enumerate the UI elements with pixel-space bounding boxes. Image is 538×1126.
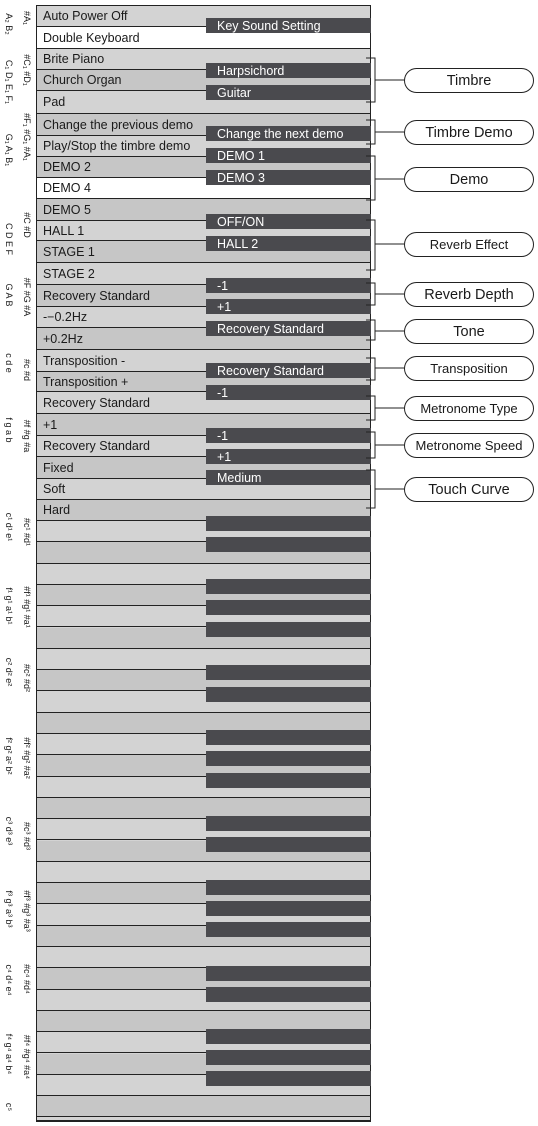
note-label-text: #c⁴ #d⁴ (21, 964, 32, 994)
white-key-label: DEMO 5 (43, 202, 91, 217)
note-label-text: c d e (3, 353, 14, 373)
black-key-label: Medium (217, 470, 262, 485)
white-key-label: Recovery Standard (43, 288, 151, 303)
white-key-label: Recovery Standard (43, 439, 151, 453)
black-key-label: -1 (217, 278, 229, 293)
note-label-text: #c #d (21, 358, 32, 382)
note-label-text: c³ d³ e³ (3, 816, 14, 846)
note-label-text: #c¹ #d¹ (21, 517, 32, 547)
note-label-text: f² g² a² b² (3, 737, 14, 775)
note-label-text: G A B (3, 283, 14, 307)
white-key-label: DEMO 2 (43, 160, 91, 174)
note-label-text: C₁ D₁ E₁ F₁ (3, 59, 14, 105)
bracket-line (366, 358, 404, 380)
bracket-line (366, 58, 404, 102)
note-label-text: #f² #g² #a² (21, 737, 32, 779)
note-label-text: c² d² e² (3, 657, 14, 687)
function-label-reverb-depth: Reverb Depth (404, 282, 534, 307)
black-key-label: Recovery Standard (217, 363, 325, 378)
note-label-text: C D E F (3, 222, 14, 256)
function-label-reverb-effect: Reverb Effect (404, 232, 534, 257)
note-label-text: f⁴ g⁴ a⁴ b⁴ (3, 1033, 14, 1075)
white-key-label: Pad (43, 95, 66, 109)
bracket-line (366, 396, 404, 420)
note-label-text: G₁ A₁ B₁ (3, 133, 14, 167)
white-key-label: Hard (43, 503, 71, 517)
note-label-text: #f³ #g³ #a³ (21, 890, 32, 932)
white-key-label: -−0.2Hz (43, 310, 88, 324)
black-key-label: Change the next demo (217, 126, 344, 141)
black-key-label: -1 (217, 385, 229, 400)
bracket-line (366, 283, 404, 305)
note-label-text: #f¹ #g¹ #a¹ (21, 586, 32, 628)
white-key-label: Play/Stop the timbre demo (43, 139, 191, 153)
note-label-text: #F₁ #G₁ #A₁ (21, 113, 32, 161)
black-key-label: -1 (217, 428, 229, 443)
function-label-transposition: Transposition (404, 356, 534, 381)
white-key-label: Fixed (43, 460, 74, 475)
black-key-label: Key Sound Setting (217, 18, 321, 33)
white-key-label: Change the previous demo (43, 117, 194, 132)
note-label-text: #f⁴ #g⁴ #a⁴ (21, 1034, 32, 1080)
note-label-text: A₂ B₂ (3, 13, 14, 35)
note-label-text: f¹ g¹ a¹ b¹ (3, 587, 14, 625)
white-key-label: HALL 1 (43, 223, 85, 238)
bracket-line (366, 432, 404, 458)
black-key-label: Guitar (217, 85, 252, 100)
note-label-text: c¹ d¹ e¹ (3, 512, 14, 542)
note-label-text: #F #G #A (21, 277, 32, 317)
bracket-line (366, 320, 404, 340)
note-label-text: f g a b (3, 417, 14, 443)
bracket-line (366, 156, 404, 200)
note-label-text: #c² #d² (21, 663, 32, 693)
white-key-label: +1 (43, 417, 58, 432)
black-key-label: Recovery Standard (217, 321, 325, 336)
white-key-label: Brite Piano (43, 52, 105, 66)
function-label-timbre: Timbre (404, 68, 534, 93)
function-label-tone: Tone (404, 319, 534, 344)
white-key-label: Church Organ (43, 73, 122, 87)
note-label-text: #f #g #a (21, 419, 32, 453)
note-label-text: f³ g³ a³ b³ (3, 890, 14, 928)
note-label-text: #c³ #d³ (21, 821, 32, 851)
bracket-line (366, 470, 404, 508)
black-key-label: +1 (217, 299, 232, 314)
white-key-label: Soft (43, 482, 66, 496)
function-label-timbre-demo: Timbre Demo (404, 120, 534, 145)
note-label-text: c⁵ (3, 1102, 14, 1112)
bracket-line (366, 220, 404, 270)
white-key-label: DEMO 4 (43, 181, 91, 195)
note-label-text: #C #D (21, 212, 32, 238)
note-label-text: #A₁ (21, 10, 32, 25)
function-label-demo: Demo (404, 167, 534, 192)
white-key-label: STAGE 2 (43, 266, 95, 281)
black-key-label: DEMO 1 (217, 148, 265, 163)
function-label-metronome-speed: Metronome Speed (404, 433, 534, 458)
black-key-label: HALL 2 (217, 236, 259, 251)
bracket-line (366, 120, 404, 144)
black-key-label: DEMO 3 (217, 170, 265, 185)
black-key-label: OFF/ON (217, 214, 265, 229)
function-label-metronome-type: Metronome Type (404, 396, 534, 421)
white-key-label: Recovery Standard (43, 395, 151, 410)
note-label-text: #C₁ #D₁ (21, 54, 32, 86)
black-key-label: +1 (217, 449, 232, 464)
white-key-label: Auto Power Off (43, 9, 128, 23)
function-label-touch-curve: Touch Curve (404, 477, 534, 502)
black-key-label: Harpsichord (217, 63, 285, 78)
white-key-label: STAGE 1 (43, 244, 95, 259)
white-key-label: Double Keyboard (43, 30, 140, 45)
white-key-label: Transposition + (43, 374, 129, 389)
note-label-text: c⁴ d⁴ e⁴ (3, 964, 14, 996)
white-key-label: +0.2Hz (43, 331, 83, 346)
white-key-label: Transposition - (43, 353, 126, 368)
